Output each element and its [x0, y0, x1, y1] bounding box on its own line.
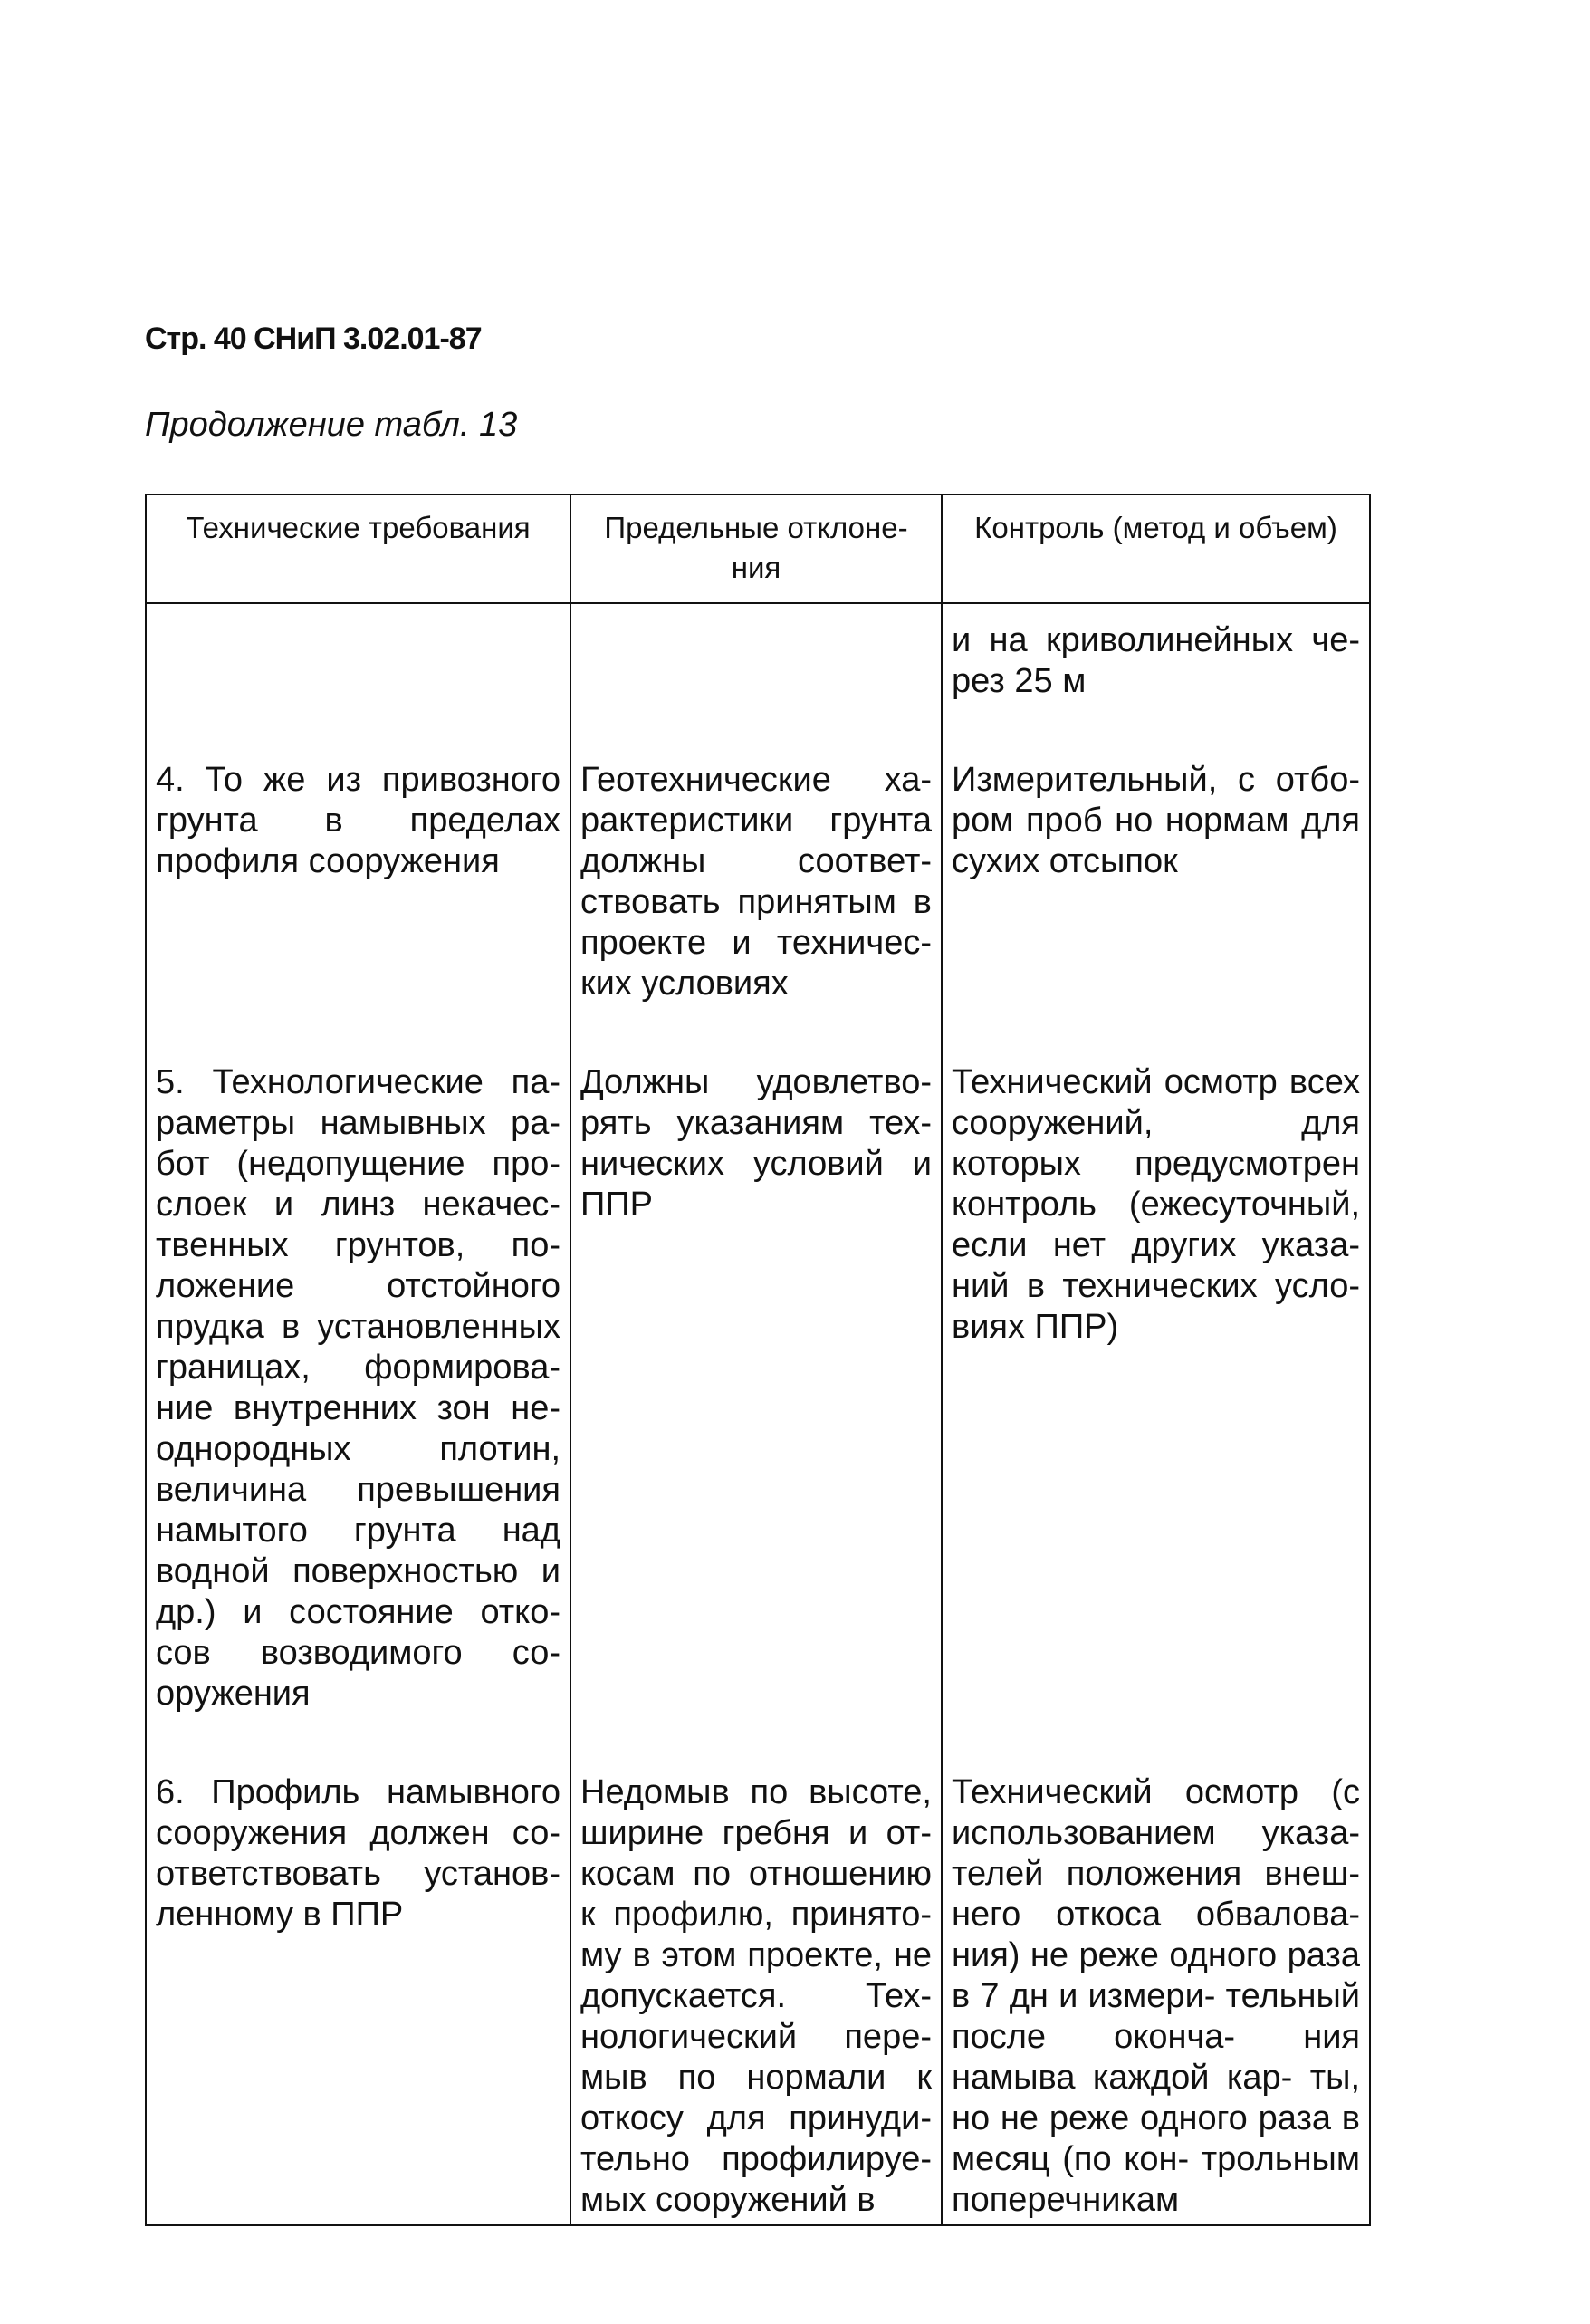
cell-deviation: Недомыв по высоте, ширине гребня и от- косам по отношению к профилю, принято- му в этом проекте, не допускается. Тех- нологический пере- мыв по нормали к откосу для принуди- тельно профилируе- мых сооружений в — [570, 1760, 942, 2225]
table-row — [146, 1050, 1370, 1760]
table-row — [146, 603, 1370, 747]
cell-control: и на криволинейных че- рез 25 м — [942, 603, 1370, 747]
cell-requirement — [146, 603, 570, 747]
table-row — [146, 747, 1370, 1050]
table-row — [146, 1760, 1370, 2225]
cell-control: Технический осмотр всех сооружений, для которых предусмотрен контроль (ежесуточный, если нет других указа- ний в технических усло- виях ППР) — [942, 1050, 1370, 1760]
page-header: Стр. 40 СНиП 3.02.01-87 — [145, 322, 482, 356]
table-continuation-caption: Продолжение табл. 13 — [145, 406, 518, 444]
cell-requirement: 4. То же из привозного грунта в пределах профиля сооружения — [146, 747, 570, 1050]
cell-deviation — [570, 603, 942, 747]
cell-control: Измерительный, с отбо- ром проб но нормам для сухих отсыпок — [942, 747, 1370, 1050]
header-control-method: Контроль (метод и объем) — [942, 495, 1370, 603]
cell-requirement: 5. Технологические па- раметры намывных ра- бот (недопущение про- слоек и линз некачес- твенных грунтов, по- ложение отстойного прудка в установленных границах, формирова- ние внутренних зон не- однородных плотин, величина превышения намытого грунта над водной поверхностью и др.) и состояние отко- сов возводимого со- оружения — [146, 1050, 570, 1760]
cell-requirement: 6. Профиль намывного сооружения должен со- ответствовать установ- ленному в ППР — [146, 1760, 570, 2225]
cell-deviation: Должны удовлетво- рять указаниям тех- нических условий и ППР — [570, 1050, 942, 1760]
header-technical-requirements: Технические требования — [146, 495, 570, 603]
cell-deviation: Геотехнические ха- рактеристики грунта должны соответ- ствовать принятым в проекте и техничес- ких условиях — [570, 747, 942, 1050]
cell-control: Технический осмотр (с использованием указа- телей положения внеш- него откоса обвалова- ния) не реже одного раза в 7 дн и измери- тельный после оконча- ния намыва каждой кар- ты, но не реже одного раза в месяц (по кон- трольным поперечникам — [942, 1760, 1370, 2225]
header-limit-deviations: Предельные отклоне- ния — [570, 495, 942, 603]
table-header-row — [146, 495, 1370, 603]
requirements-table — [145, 494, 1371, 2226]
